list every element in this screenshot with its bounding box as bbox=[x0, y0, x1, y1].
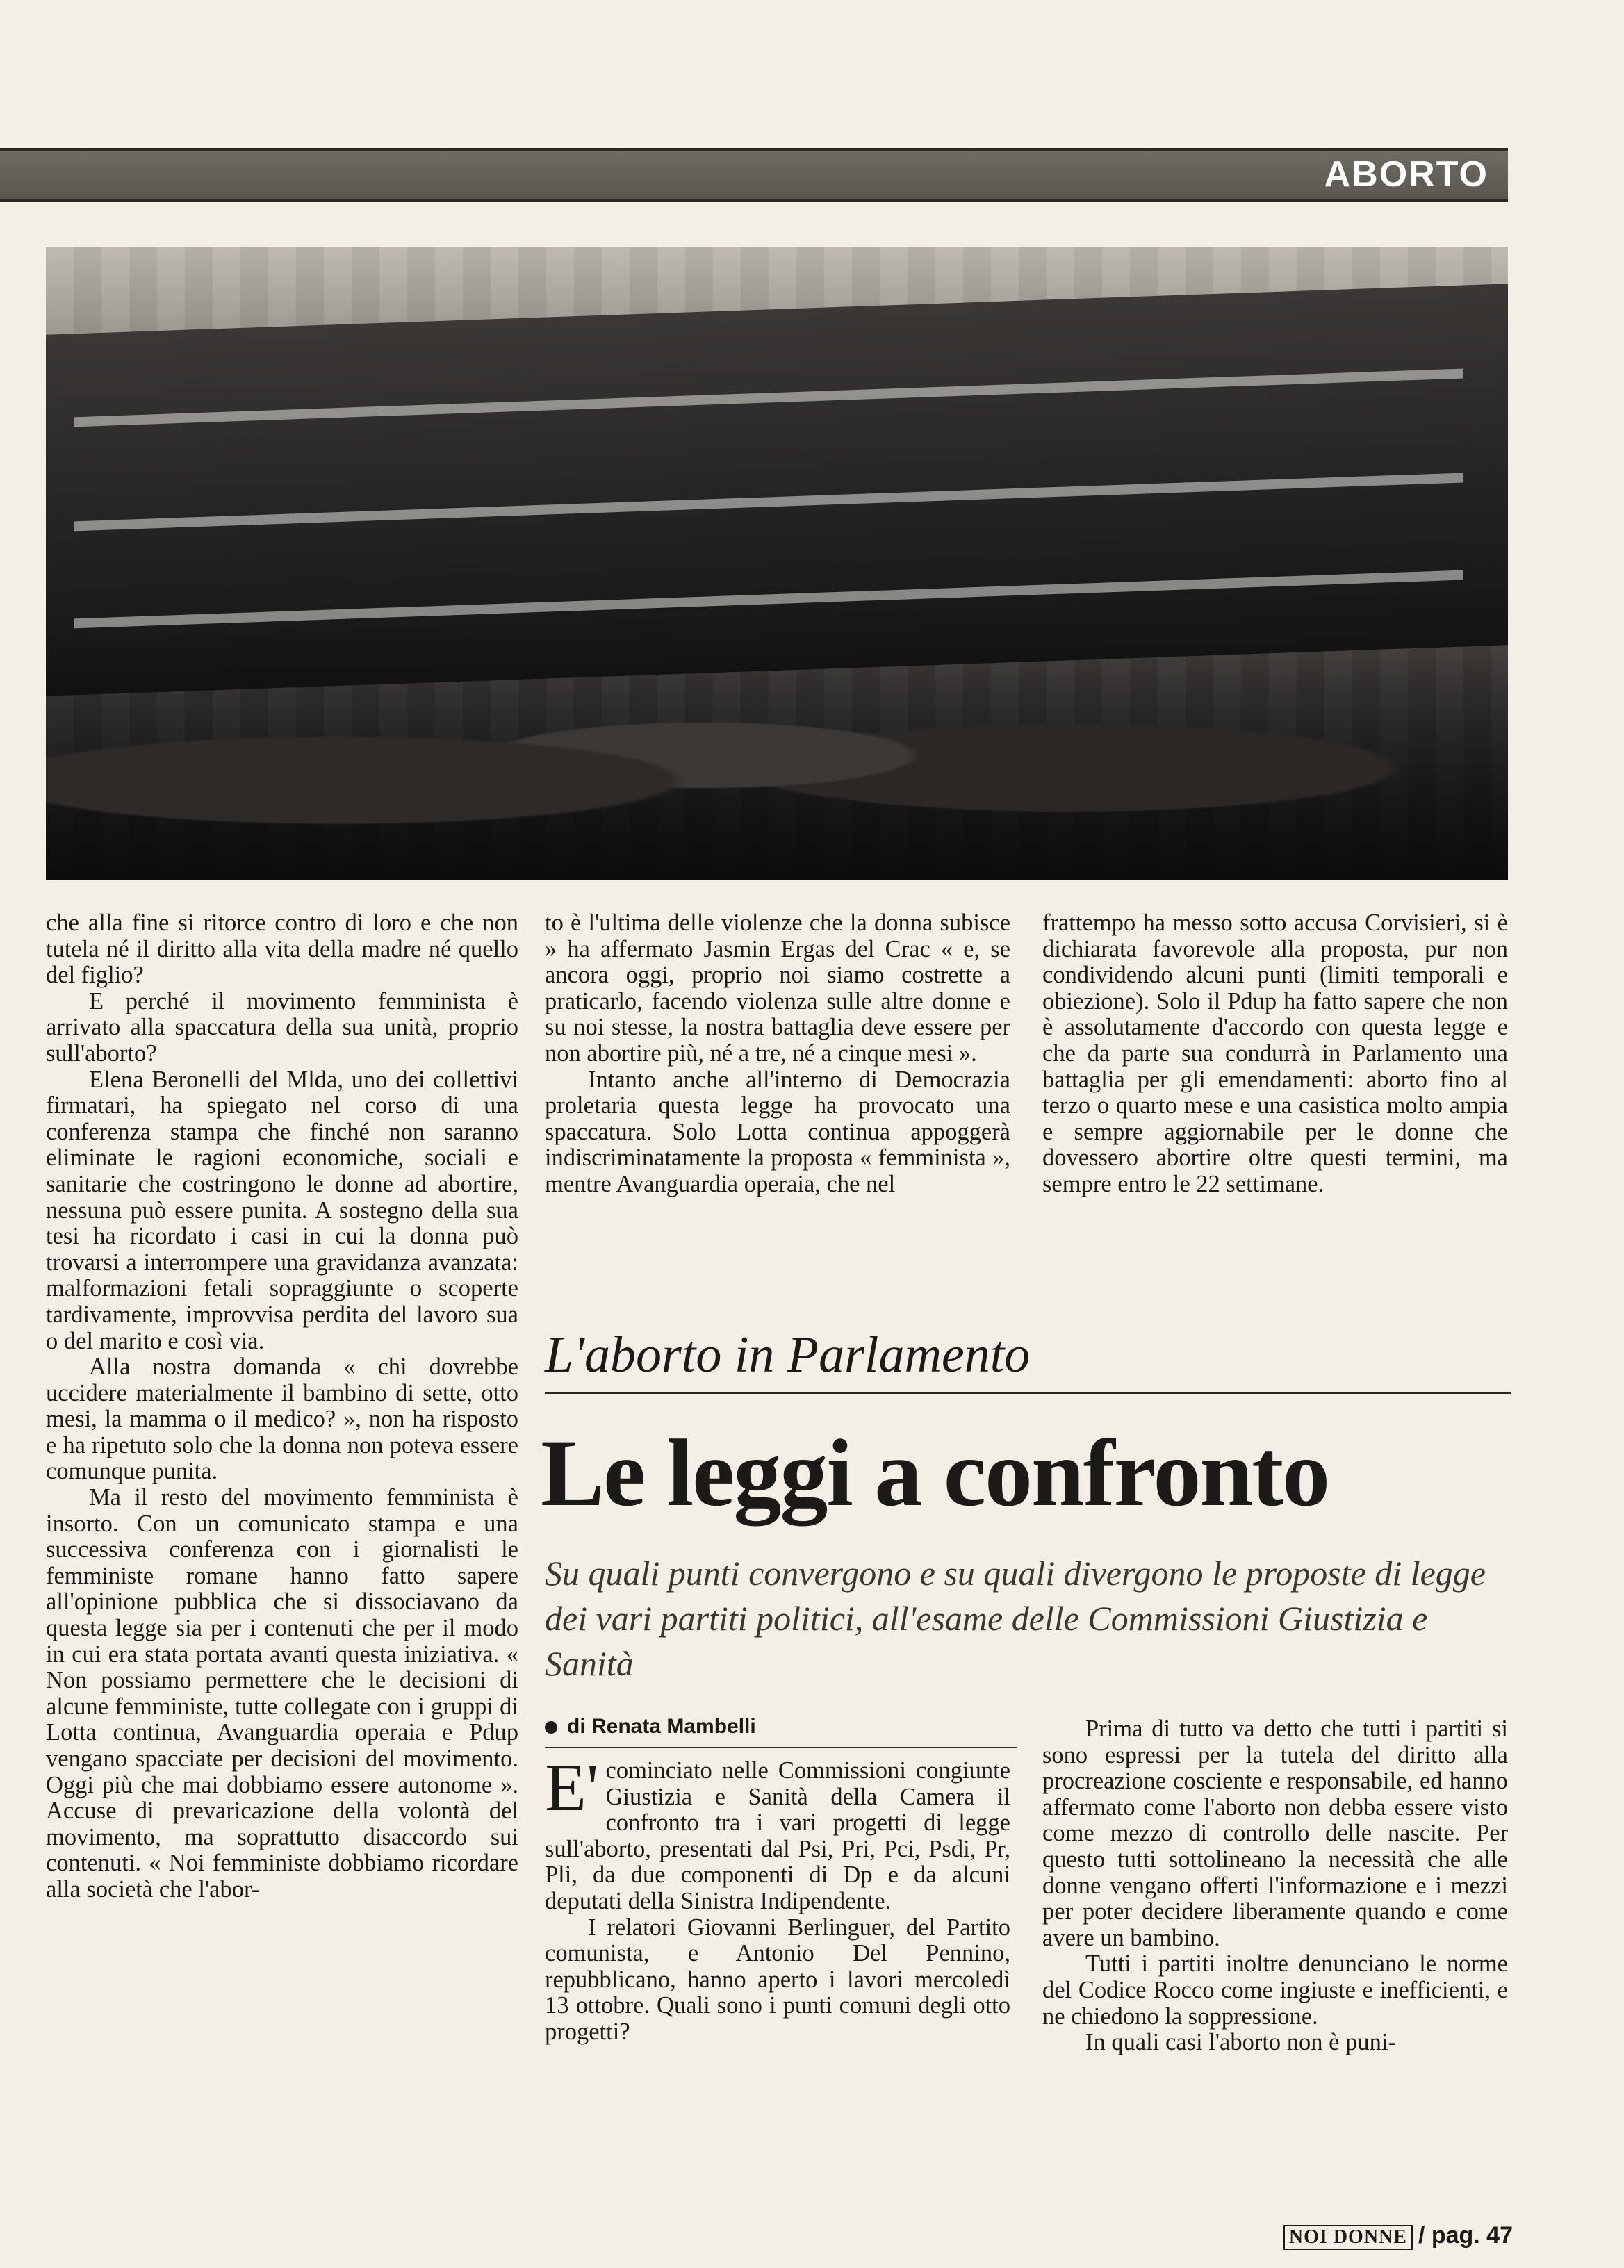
protest-photo bbox=[46, 247, 1508, 880]
kicker: L'aborto in Parlamento bbox=[545, 1326, 1031, 1383]
paragraph: Elena Beronelli del Mlda, uno dei collettivi firmatari, ha spiegato nel corso di una conferenza stampa che finché non saranno eliminate le ragioni economiche, sociali e sanitarie che costringono le donne ad abortire, nessuna può essere punita. A sostegno della sua tesi ha ricordato i casi in cui la donna può trovarsi a interrompere una gravidanza avanzata: malformazioni fetali sopraggiunte o scoperte tardivamente, improvvisa perdita del lavoro sua o del marito e così via. bbox=[46, 1066, 518, 1354]
paragraph: frattempo ha messo sotto accusa Corvisieri, si è dichiarata favorevole alla proposta, pur non condividendo alcuni punti (limiti temporali e obiezione). Solo il Pdup ha fatto sapere che non è assolutamente d'accordo con questa legge e che da parte sua condurrà in Parlamento una battaglia per gli emendamenti: aborto fino al terzo o quarto mese e una casistica molto ampia e sempre aggiornabile per le donne che dovessero abortire oltre questi termini, ma sempre entro le 22 settimane. bbox=[1042, 910, 1508, 1197]
article-column-2 bbox=[1042, 1716, 1508, 2056]
body-column-2 bbox=[545, 910, 1010, 1198]
paragraph: In quali casi l'aborto non è puni- bbox=[1085, 2029, 1396, 2056]
paragraph: Intanto anche all'interno di Democrazia proletaria questa legge ha provocato una spaccatura. Solo Lotta continua appoggerà indiscriminatamente la proposta « femminista », mentre Avanguardia operaia, che nel bbox=[545, 1066, 1010, 1197]
page-footer bbox=[1283, 2222, 1513, 2250]
article-column-1 bbox=[545, 1750, 1010, 2046]
paragraph: che alla fine si ritorce contro di loro e che non tutela né il diritto alla vita della madre né quello del figlio? bbox=[46, 910, 518, 989]
byline-text: di Renata Mambelli bbox=[567, 1715, 756, 1738]
bullet-icon bbox=[545, 1721, 557, 1734]
drop-cap: E' bbox=[545, 1750, 599, 1825]
body-column-3 bbox=[1042, 910, 1508, 1198]
paragraph: Prima di tutto va detto che tutti i partiti si sono espressi per la tutela del diritto alla procreazione cosciente e responsabile, ed hanno affermato come l'aborto non debba essere visto come mezzo di controllo delle nascite. Per questo tutti sottolineano la necessità che alle donne vengano offerti l'informazione e i mezzi per poter decidere liberamente quando e come avere un bambino. bbox=[1042, 1716, 1508, 1951]
byline-rule bbox=[545, 1747, 1017, 1748]
body-column-1 bbox=[46, 910, 518, 1903]
kicker-rule bbox=[545, 1392, 1511, 1394]
section-label: ABORTO bbox=[1324, 154, 1488, 195]
deck: Su quali punti convergono e su quali divergono le proposte di legge dei vari partiti politici, all'esame delle Commissioni Giustizia e Sanità bbox=[545, 1554, 1486, 1683]
paragraph: to è l'ultima delle violenze che la donna subisce » ha affermato Jasmin Ergas del Crac « e, se ancora oggi, proprio noi siamo costrette a praticarlo, facendo violenza sulle altre donne e su noi stesse, la nostra battaglia deve essere per non abortire più, né a tre, né a cinque mesi ». bbox=[545, 910, 1010, 1067]
headline: Le leggi a confronto bbox=[541, 1420, 1329, 1526]
page-number: / pag. 47 bbox=[1418, 2222, 1513, 2249]
magazine-logo: NOI DONNE bbox=[1283, 2225, 1413, 2250]
paragraph: Tutti i partiti inoltre denunciano le norme del Codice Rocco come ingiuste e inefficienti, e ne chiedono la soppressione. bbox=[1042, 1950, 1508, 2030]
section-bar bbox=[0, 148, 1508, 202]
paragraph: Alla nostra domanda « chi dovrebbe uccidere materialmente il bambino di sette, otto mesi, la mamma o il medico? », non ha risposto e ha ripetuto solo che la donna non poteva essere comunque punita. bbox=[46, 1354, 518, 1485]
paragraph: I relatori Giovanni Berlinguer, del Partito comunista, e Antonio Del Pennino, repubblicano, hanno aperto i lavori mercoledì 13 ottobre. Quali sono i punti comuni degli otto progetti? bbox=[545, 1914, 1010, 2045]
paragraph: Ma il resto del movimento femminista è insorto. Con un comunicato stampa e una successiva conferenza con i giornalisti le femministe romane hanno fatto sapere all'opinione pubblica che si dissociavano da questa legge sia per i contenuti che per il modo in cui era stata portata avanti questa iniziativa. « Non possiamo permettere che le decisioni di alcune femministe, tutte collegate con i gruppi di Lotta continua, Avanguardia operaia e Pdup vengano spacciate per decisioni del movimento. Oggi più che mai dobbiamo essere autonome ». Accuse di prevaricazione della volontà del movimento, ma soprattutto disaccordo sui contenuti. « Noi femministe dobbiamo ricordare alla società che l'abor- bbox=[46, 1484, 518, 1903]
paragraph: E perché il movimento femminista è arrivato alla spaccatura della sua unità, proprio sull'aborto? bbox=[46, 987, 518, 1067]
byline bbox=[545, 1715, 1017, 1739]
photo-crowd bbox=[46, 630, 1508, 880]
paragraph: E' cominciato nelle Commissioni congiunte Giustizia e Sanità della Camera il confronto tra i vari progetti di legge sull'aborto, presentati dal Psi, Pri, Pci, Psdi, Pr, Pli, da due componenti di Dp e da alcuni deputati della Sinistra Indipendente. bbox=[545, 1750, 1010, 1914]
